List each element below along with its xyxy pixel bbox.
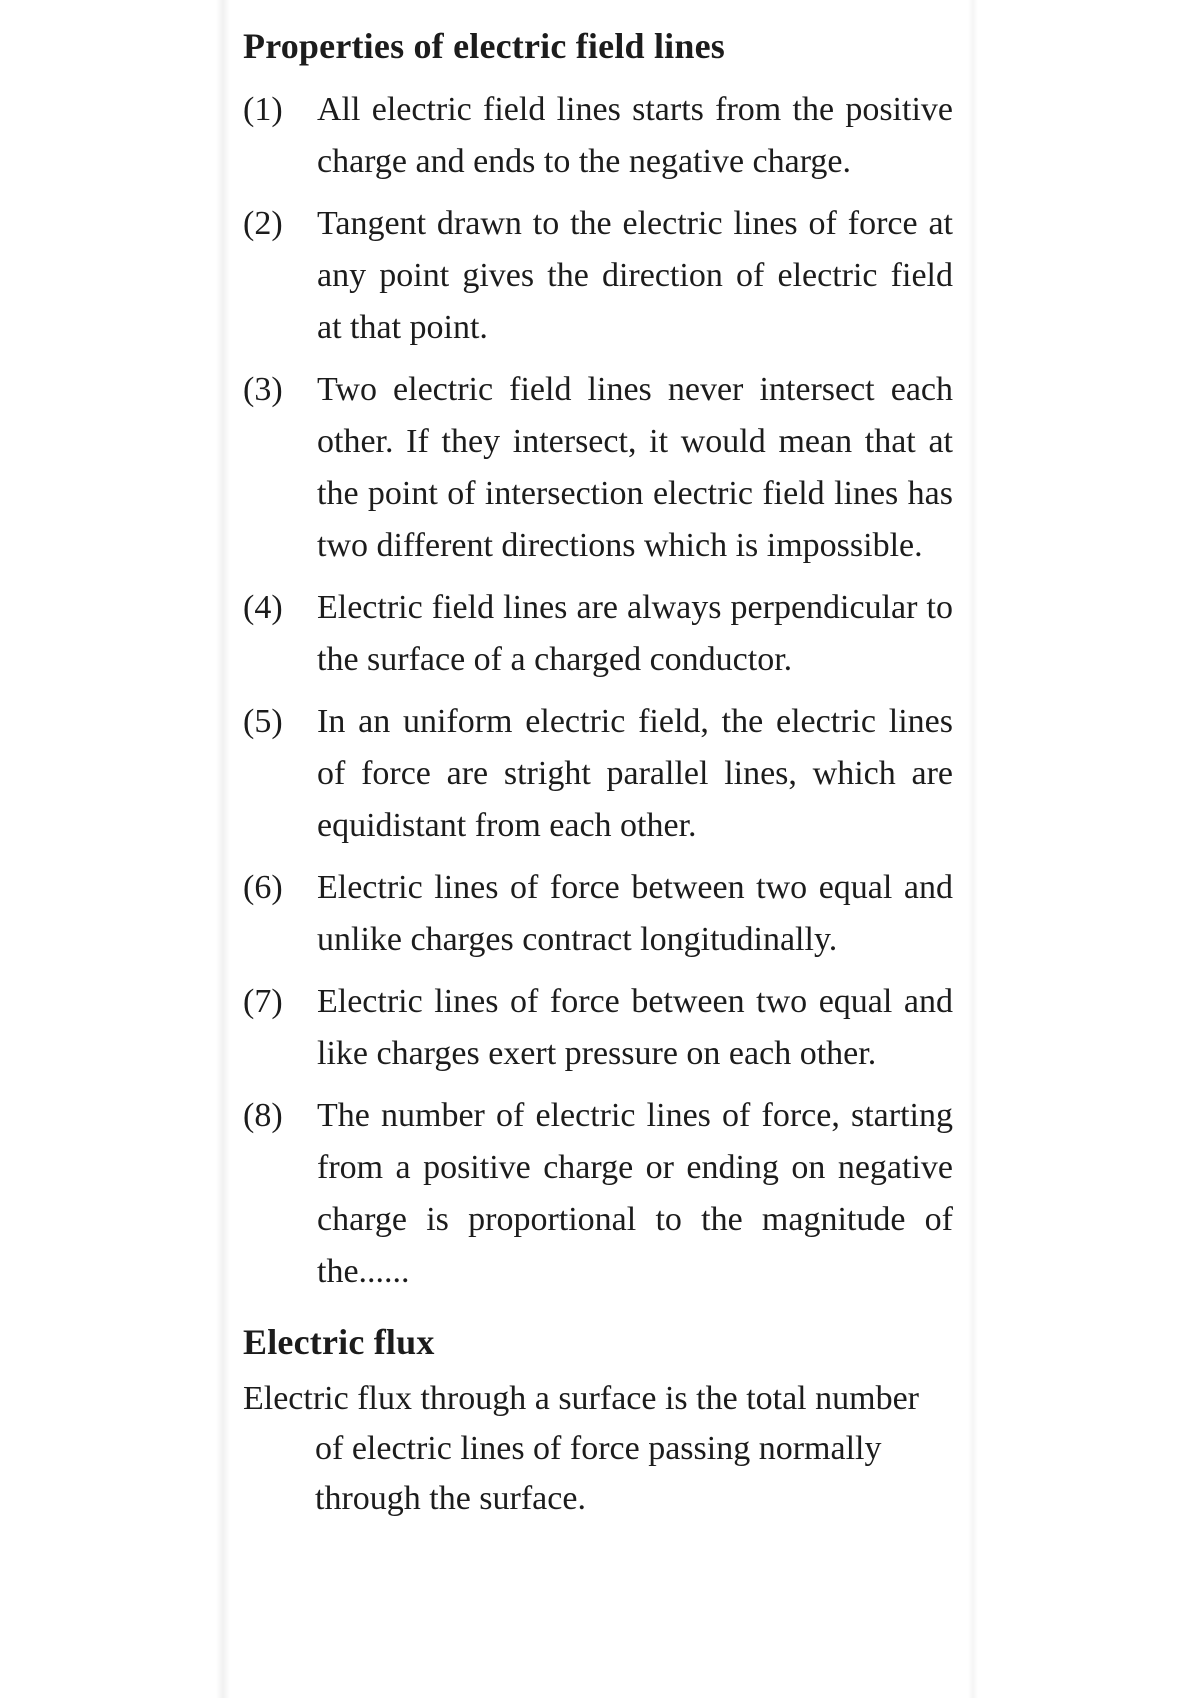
list-item bbox=[243, 364, 953, 572]
item-number: (6) bbox=[243, 869, 283, 906]
scan-shadow-left bbox=[216, 0, 230, 1698]
definition-continuation: of electric lines of force passing normally through the surface. bbox=[315, 1430, 882, 1517]
electric-flux-heading: Electric flux bbox=[243, 1322, 435, 1362]
properties-heading: Properties of electric field lines bbox=[243, 26, 725, 66]
item-text: Electric lines of force between two equal and like charges exert pressure on each other. bbox=[317, 983, 953, 1072]
list-item bbox=[243, 84, 953, 188]
list-item bbox=[243, 582, 953, 686]
document-page bbox=[243, 18, 953, 1524]
list-item bbox=[243, 696, 953, 852]
item-number: (3) bbox=[243, 371, 283, 408]
item-text: Tangent drawn to the electric lines of force at any point gives the direction of electric field at that point. bbox=[317, 205, 953, 346]
item-number: (2) bbox=[243, 205, 283, 242]
list-item bbox=[243, 198, 953, 354]
item-text: In an uniform electric field, the electric lines of force are stright parallel lines, which are equidistant from each other. bbox=[317, 703, 953, 844]
definition-first-line: Electric flux through a surface is the total number bbox=[243, 1380, 919, 1417]
item-number: (7) bbox=[243, 983, 283, 1020]
item-text: Electric lines of force between two equal and unlike charges contract longitudinally. bbox=[317, 869, 953, 958]
item-text: Electric field lines are always perpendicular to the surface of a charged conductor. bbox=[317, 589, 953, 678]
item-number: (8) bbox=[243, 1097, 283, 1134]
item-number: (4) bbox=[243, 589, 283, 626]
electric-flux-definition bbox=[243, 1374, 953, 1524]
item-number: (5) bbox=[243, 703, 283, 740]
item-number: (1) bbox=[243, 91, 283, 128]
item-text: All electric field lines starts from the positive charge and ends to the negative charge. bbox=[317, 91, 953, 180]
scan-shadow-right bbox=[968, 0, 978, 1698]
list-item bbox=[243, 1090, 953, 1298]
item-text: Two electric field lines never intersect each other. If they intersect, it would mean that at the point of intersection electric field lines has two different directions which is impossible. bbox=[317, 371, 953, 564]
list-item bbox=[243, 862, 953, 966]
list-item bbox=[243, 976, 953, 1080]
item-text: The number of electric lines of force, starting from a positive charge or ending on negative charge is proportional to the magnitude of the...... bbox=[317, 1097, 953, 1290]
